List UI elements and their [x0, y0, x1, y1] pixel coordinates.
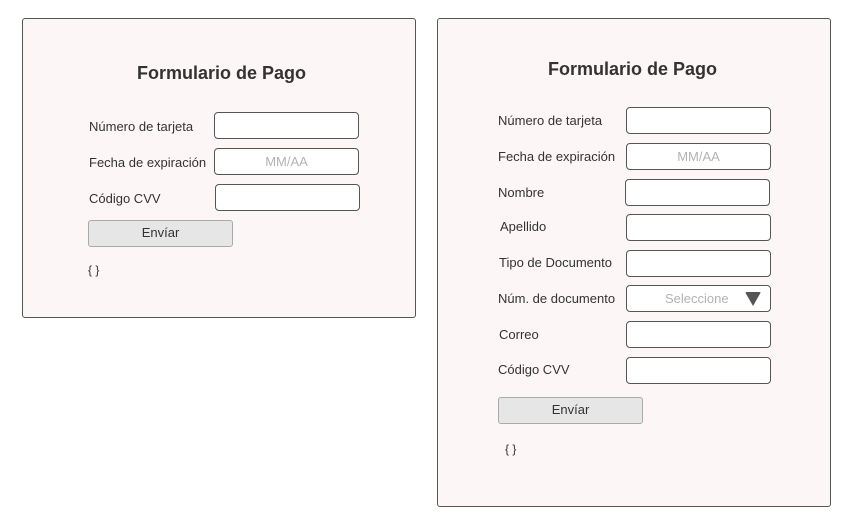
triangle-down-icon	[745, 292, 761, 306]
last-name-label: Apellido	[500, 219, 547, 234]
card-number-label: Número de tarjeta	[498, 113, 603, 128]
cvv-input[interactable]	[215, 184, 360, 211]
output-text: { }	[88, 263, 100, 277]
expiry-date-input[interactable]	[626, 143, 771, 170]
first-name-input[interactable]	[625, 179, 770, 206]
select-placeholder: Seleccione	[665, 291, 729, 306]
email-input[interactable]	[626, 321, 771, 348]
cvv-input[interactable]	[626, 357, 771, 384]
form-title: Formulario de Pago	[137, 63, 307, 83]
card-number-label: Número de tarjeta	[89, 119, 194, 134]
document-number-label: Núm. de documento	[498, 291, 616, 306]
payment-form-panel-right	[437, 18, 831, 507]
cvv-label: Código CVV	[89, 191, 161, 206]
payment-form-panel-left	[22, 18, 416, 318]
document-type-input[interactable]	[626, 250, 771, 277]
card-number-input[interactable]	[626, 107, 771, 134]
expiry-date-label: Fecha de expiración	[498, 149, 616, 164]
submit-button[interactable]: Envíar	[498, 397, 643, 424]
document-type-label: Tipo de Documento	[499, 255, 612, 270]
form-title: Formulario de Pago	[548, 59, 718, 79]
expiry-date-label: Fecha de expiración	[89, 155, 207, 170]
cvv-label: Código CVV	[498, 362, 570, 377]
expiry-date-input[interactable]	[214, 148, 359, 175]
last-name-input[interactable]	[626, 214, 771, 241]
output-text: { }	[505, 442, 517, 456]
email-label: Correo	[499, 327, 539, 342]
submit-button[interactable]: Envíar	[88, 220, 233, 247]
card-number-input[interactable]	[214, 112, 359, 139]
document-number-select[interactable]	[626, 285, 771, 312]
first-name-label: Nombre	[498, 185, 545, 200]
